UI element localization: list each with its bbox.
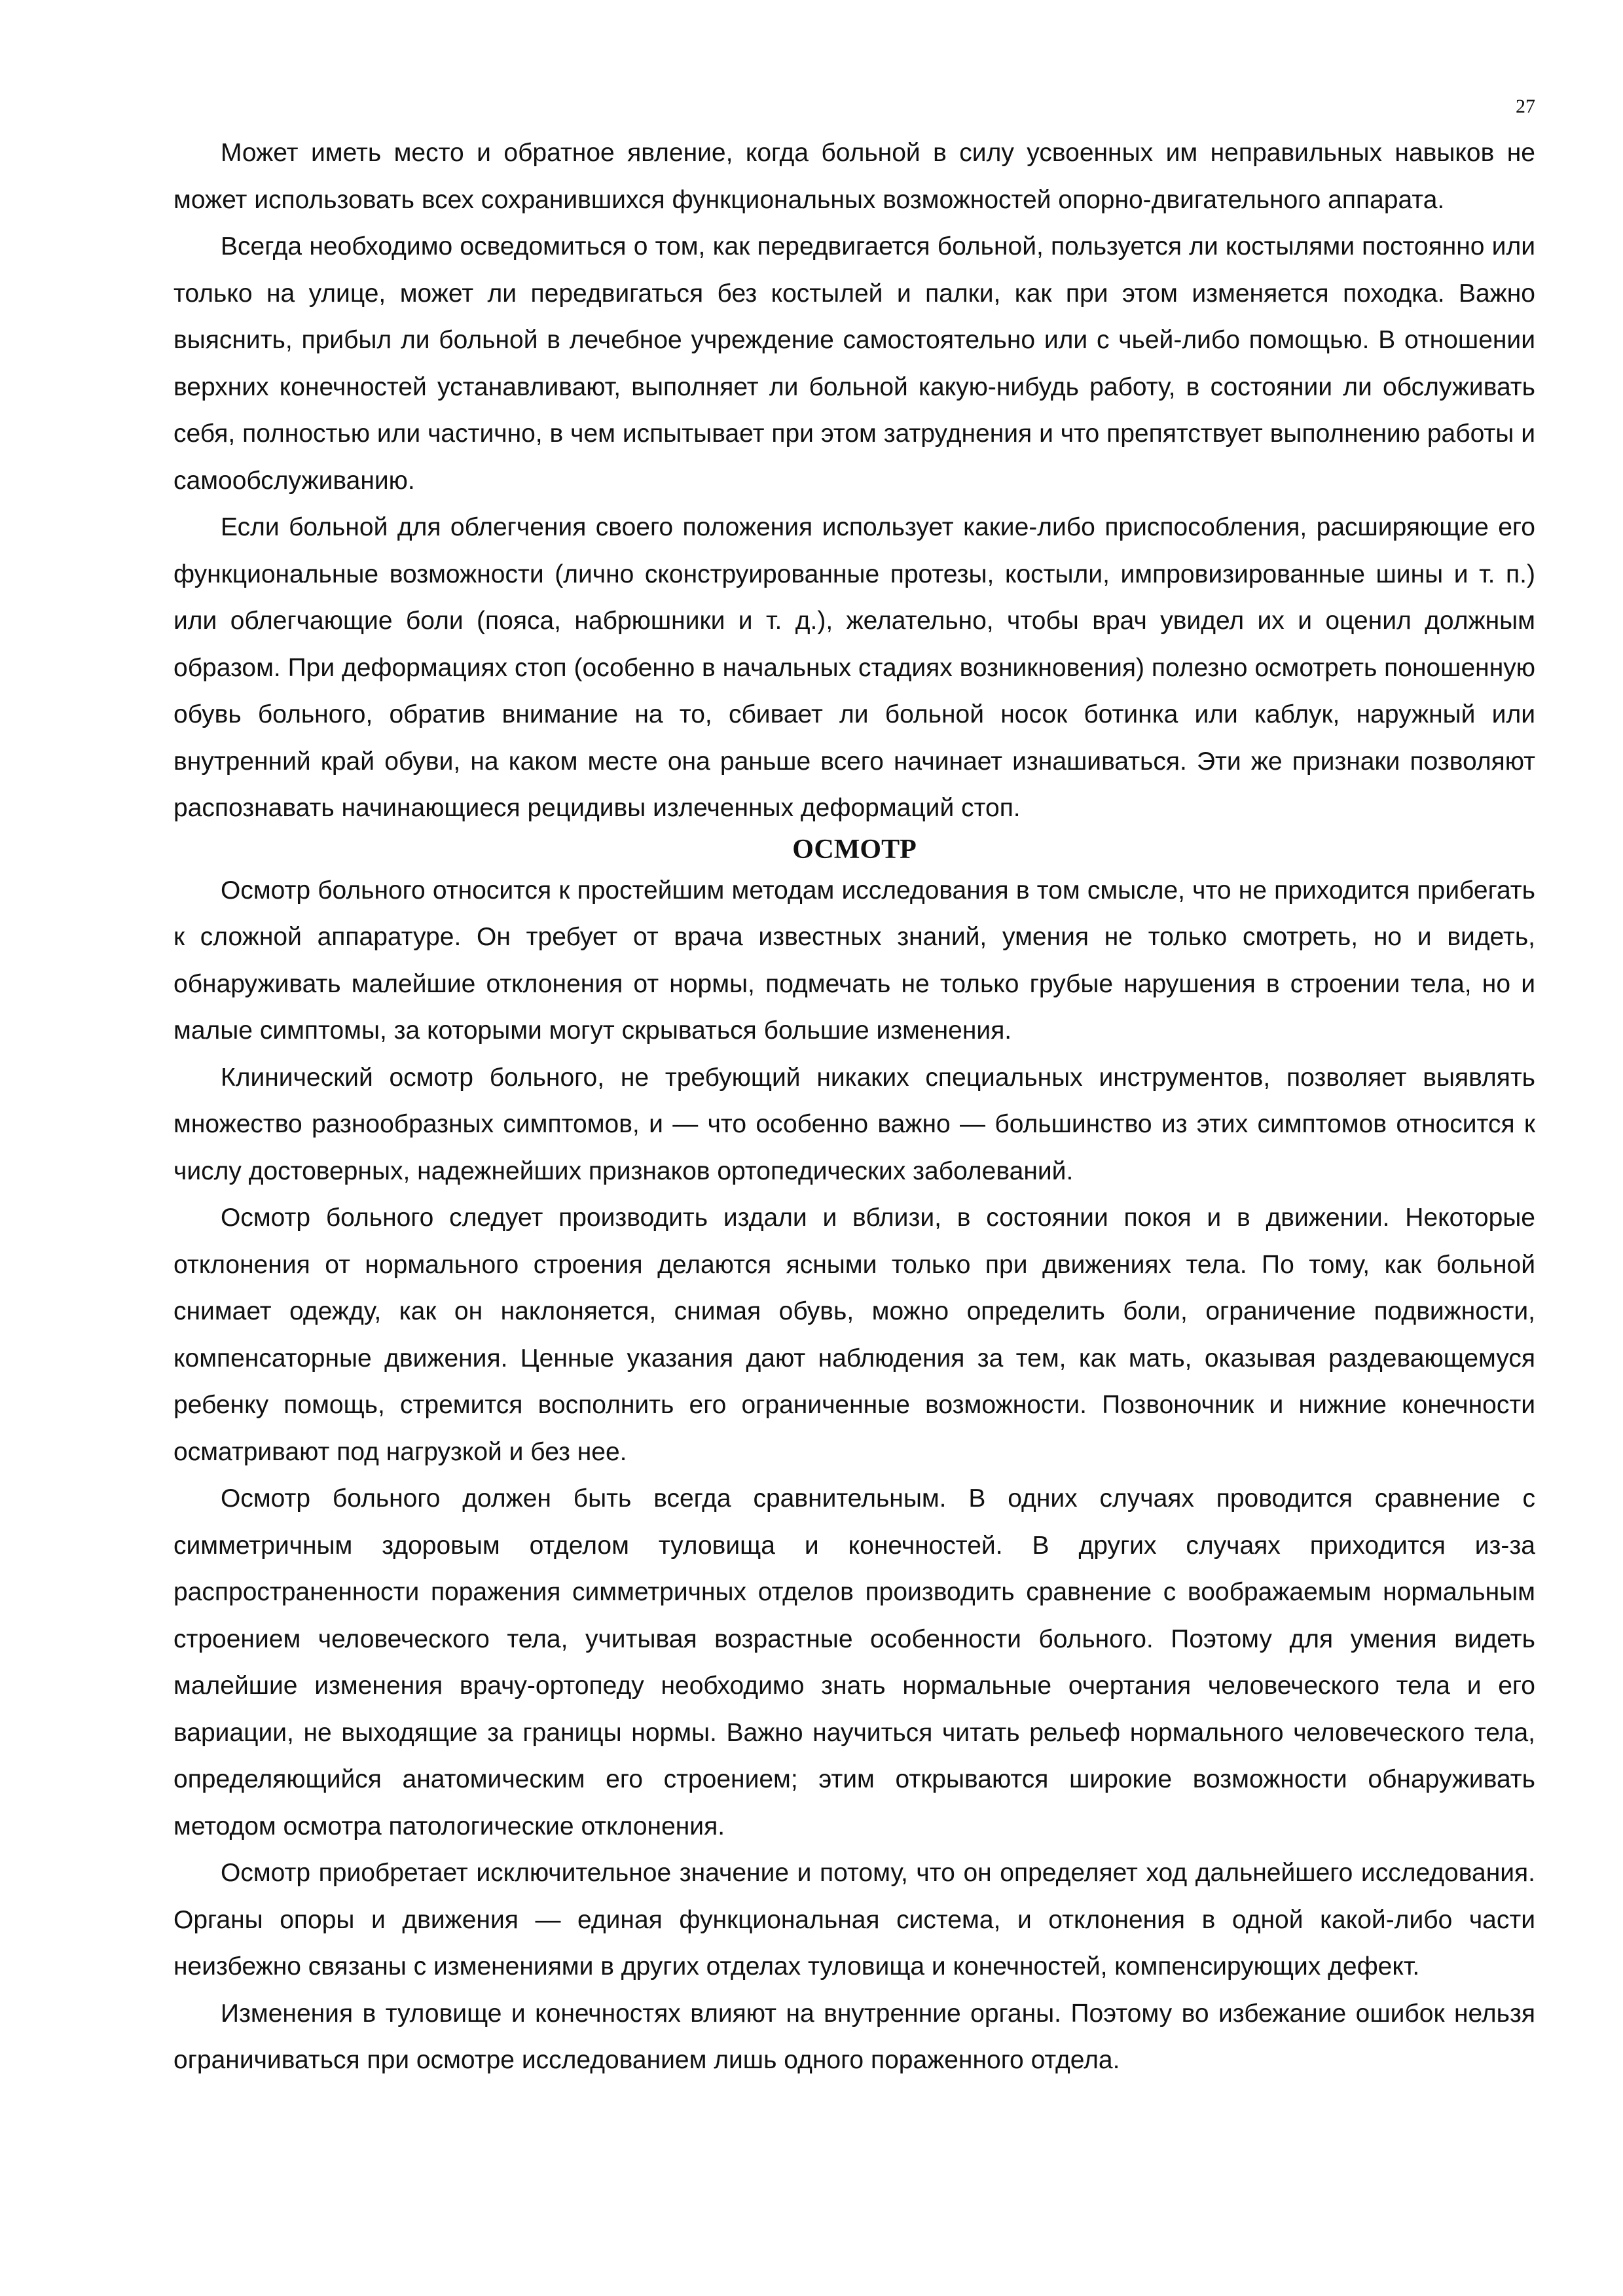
paragraph: Может иметь место и обратное явление, когда больной в силу усвоенных им неправильных навыков не может использовать всех сохранившихся функциональных возможностей опорно-двигательного аппарата. xyxy=(173,139,1535,214)
paragraph: Осмотр больного следует производить издали и вблизи, в состоянии покоя и в движении. Некоторые отклонения от нормального строения делаются ясными только при движениях тела. По тому, как больной снимает одежду, как он наклоняется, снимая обувь, можно определить боли, ограничение подвижности, компенсаторные движения. Ценные указания дают наблюдения за тем, как мать, оказывая раздевающемуся ребенку помощь, стремится восполнить его ограниченные возможности. Позвоночник и нижние конечности осматривают под нагрузкой и без нее. xyxy=(173,1204,1535,1466)
paragraph: Осмотр больного относится к простейшим методам исследования в том смысле, что не приходится прибегать к сложной аппаратуре. Он требует от врача известных знаний, умения не только смотреть, но и видеть, обнаруживать малейшие отклонения от нормы, подмечать не только грубые нарушения в строении тела, но и малые симптомы, за которыми могут скрываться большие изменения. xyxy=(173,876,1535,1045)
paragraph: Осмотр приобретает исключительное значение и потому, что он определяет ход дальнейшего исследования. Органы опоры и движения — единая функциональная система, и отклонения в одной какой-либо части неизбежно связаны с изменениями в других отделах туловища и конечностей, компенсирующих дефект. xyxy=(173,1859,1535,1981)
paragraph: Изменения в туловище и конечностях влияют на внутренние органы. Поэтому во избежание ошибок нельзя ограничиваться при осмотре исследованием лишь одного пораженного отдела. xyxy=(173,1999,1535,2074)
section-heading: ОСМОТР xyxy=(792,834,917,865)
paragraph: Всегда необходимо осведомиться о том, как передвигается больной, пользуется ли костылями постоянно или только на улице, может ли передвигаться без костылей и палки, как при этом изменяется походка. Важно выяснить, прибыл ли больной в лечебное учреждение самостоятельно или с чьей-либо помощью. В отношении верхних конечностей устанавливают, выполняет ли больной какую-нибудь работу, в состоянии ли обслуживать себя, полностью или частично, в чем испытывает при этом затруднения и что препятствует выполнению работы и самообслуживанию. xyxy=(173,232,1535,495)
paragraph: Осмотр больного должен быть всегда сравнительным. В одних случаях проводится сравнение с симметричным здоровым отделом туловища и конечностей. В других случаях приходится из-за распространенности поражения симметричных отделов производить сравнение с воображаемым нормальным строением человеческого тела, учитывая возрастные особенности больного. Поэтому для умения видеть малейшие изменения врачу-ортопеду необходимо знать нормальные очертания человеческого тела и его вариации, не выходящие за границы нормы. Важно научиться читать рельеф нормального человеческого тела, определяющийся анатомическим его строением; этим открываются широкие возможности обнаруживать методом осмотра патологические отклонения. xyxy=(173,1484,1535,1840)
document-body xyxy=(173,130,1535,2084)
page-number: 27 xyxy=(1516,96,1535,117)
paragraph: Клинический осмотр больного, не требующий никаких специальных инструментов, позволяет выявлять множество разнообразных симптомов, и — что особенно важно — большинство из этих симптомов относится к числу достоверных, надежнейших признаков ортопедических заболеваний. xyxy=(173,1063,1535,1185)
document-page xyxy=(173,0,1535,2296)
paragraph: Если больной для облегчения своего положения использует какие-либо приспособления, расширяющие его функциональные возможности (лично сконструированные протезы, костыли, импровизированные шины и т. п.) или облегчающие боли (пояса, набрюшники и т. д.), желательно, чтобы врач увидел их и оценил должным образом. При деформациях стоп (особенно в начальных стадиях возникновения) полезно осмотреть поношенную обувь больного, обратив внимание на то, сбивает ли больной носок ботинка или каблук, наружный или внутренний край обуви, на каком месте она раньше всего начинает изнашиваться. Эти же признаки позволяют распознавать начинающиеся рецидивы излеченных деформаций стоп. xyxy=(173,513,1535,822)
